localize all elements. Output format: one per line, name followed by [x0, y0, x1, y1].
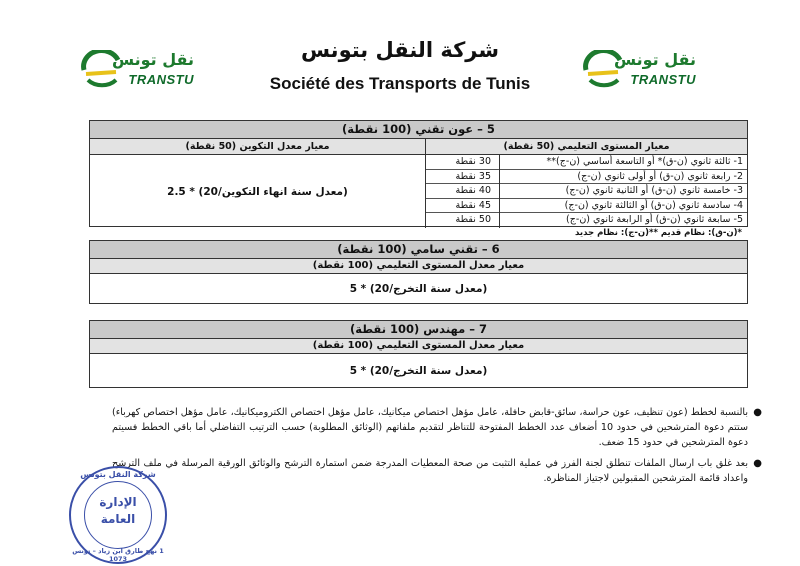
- logo-arabic-text: نقل تونس: [613, 50, 696, 69]
- points-cell: 35 نقطة: [426, 170, 499, 185]
- company-name-french: Société des Transports de Tunis: [269, 74, 531, 93]
- points-list: [425, 155, 499, 228]
- training-formula: (معدل سنة انهاء التكوين/20) * 2.5: [167, 185, 348, 198]
- level-row: 1- ثالثة ثانوي (ن-ق)* أو التاسعة أساسي (ن-ج)**: [500, 155, 747, 170]
- level-row: 2- رابعة ثانوي (ن-ق) أو أولى ثانوي (ن-ج): [500, 170, 747, 185]
- level-criterion-header: معيار المستوى التعليمي (50 نقطة): [425, 139, 747, 154]
- points-cell: 40 نقطة: [426, 184, 499, 199]
- points-cell: 30 نقطة: [426, 155, 499, 170]
- invitation-paragraph: [112, 405, 762, 450]
- section-5-column-headers: [90, 139, 747, 155]
- level-row: 5- سابعة ثانوي (ن-ق) أو الرابعة ثانوي (ن-ج): [566, 214, 743, 226]
- points-cell: 50 نقطة: [455, 214, 491, 226]
- level-row: 4- سادسة ثانوي (ن-ق) أو الثالثة ثانوي (ن-ج): [500, 199, 747, 214]
- section-7-formula: (معدل سنة التخرج/20) * 5: [349, 365, 488, 377]
- level-list: [499, 155, 747, 228]
- section-7-title: 7 – مهندس (100 نقطة): [90, 321, 747, 339]
- level-row: 3- خامسة ثانوي (ن-ق) أو الثانية ثانوي (ن-ج): [500, 184, 747, 199]
- section-6-box: [89, 240, 748, 304]
- section-6-title: 6 – تقني سامي (100 نقطة): [90, 241, 747, 259]
- stamp-line-2: العامة: [100, 512, 136, 526]
- official-stamp: [69, 466, 167, 564]
- section-5-title: 5 – عون تقني (100 نقطة): [90, 121, 747, 139]
- logo-latin-text: TRANSTU: [630, 72, 696, 87]
- section-6-formula: (معدل سنة التخرج/20) * 5: [349, 283, 488, 295]
- logo-latin-text: TRANSTU: [128, 72, 194, 87]
- bullet-icon: ●: [753, 458, 762, 469]
- points-cell: 45 نقطة: [426, 199, 499, 214]
- section-5-body: [90, 155, 747, 228]
- screening-text: بعد غلق باب ارسال الملفات تنطلق لجنة الفرز في عملية التثبت من صحة المعطيات المدرجة ضمن استمارة الترشح والوثائق الورقية المرسلة في ملف الترشح واعداد قائمة المترشحين المقبولين لاجتياز المناظرة.: [112, 458, 748, 484]
- company-name-arabic: شركة النقل بتونس: [301, 38, 499, 62]
- section-6-criterion: معيار معدل المستوى التعليمي (100 نقطة): [90, 259, 747, 274]
- system-note: *(ن-ق): نظام قديم **(ن-ج): نظام جديد: [574, 228, 742, 238]
- section-7-box: [89, 320, 748, 388]
- invitation-text: بالنسبة لخطط (عون تنظيف، عون حراسة، سائق-قابض حافلة، عامل مؤهل اختصاص ميكانيك، عامل مؤهل اختصاص الكتروميكانيك، عامل مؤهل اختصاص كهرباء) ستتم دعوة المترشحين في حدود 10 أضعاف عدد الخطط المفتوحة للتناظر لتقديم ملفاتهم (الوثائق المطلوبة) حسب الترتيب التفاضلي أما باقي الخطط فسيتم دعوة المترشحين في حدود 15 ضعف.: [112, 407, 748, 448]
- stamp-top-text: شركة النقل بتونس: [80, 470, 156, 479]
- training-criterion-header: معيار معدل التكوين (50 نقطة): [90, 139, 425, 154]
- stamp-bottom-text: 1 نهج طارق ابن زياد – تونس 1073: [72, 547, 164, 563]
- section-7-criterion: معيار معدل المستوى التعليمي (100 نقطة): [90, 339, 747, 354]
- screening-paragraph: [112, 456, 762, 486]
- stamp-line-1: الإدارة: [99, 495, 137, 509]
- logo-arabic-text: نقل تونس: [111, 50, 194, 69]
- bullet-icon: ●: [753, 407, 762, 418]
- section-5-box: [89, 120, 748, 227]
